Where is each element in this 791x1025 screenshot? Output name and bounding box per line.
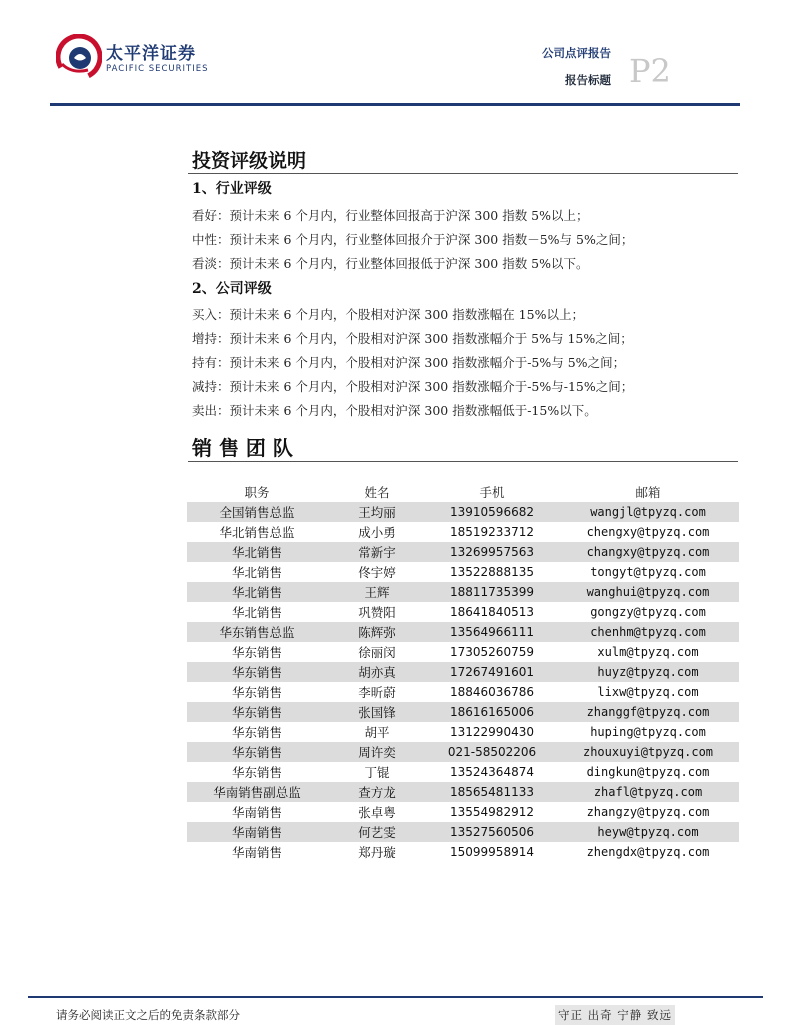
cell-position: 华东销售 [231, 645, 282, 660]
company-rating-line: 买入：预计未来 6 个月内，个股相对沪深 300 指数涨幅在 15%以上； [192, 307, 584, 322]
cell-name: 何艺雯 [327, 822, 427, 842]
cell-position: 华北销售 [231, 565, 282, 580]
cell-position: 华南销售 [231, 845, 282, 860]
cell-email: gongzy@tpyzq.com [590, 605, 706, 619]
cell-position: 华南销售 [231, 805, 282, 820]
company-logo [56, 34, 209, 88]
cell-name: 张国锋 [327, 702, 427, 722]
table-row [187, 662, 739, 682]
cell-name: 查方龙 [327, 782, 427, 802]
cell-email: wangjl@tpyzq.com [557, 502, 739, 522]
cell-email: lixw@tpyzq.com [597, 685, 699, 699]
cell-email: zhouxuyi@tpyzq.com [557, 742, 739, 762]
cell-name: 王均丽 [327, 502, 427, 522]
cell-position: 华东销售 [231, 685, 282, 700]
logo-company-name-en: PACIFIC SECURITIES [106, 64, 209, 74]
cell-email: heyw@tpyzq.com [557, 822, 739, 842]
table-row [187, 702, 739, 722]
table-row [187, 642, 739, 662]
cell-name: 徐丽闵 [358, 645, 396, 660]
cell-mobile: 17267491601 [427, 662, 557, 682]
cell-name: 丁锟 [364, 765, 390, 780]
company-rating-line: 持有：预计未来 6 个月内，个股相对沪深 300 指数涨幅介于-5%与 5%之间； [192, 355, 626, 370]
cell-mobile: 13910596682 [427, 502, 557, 522]
table-row [187, 802, 739, 822]
cell-mobile: 13554982912 [450, 805, 534, 819]
cell-email: wanghui@tpyzq.com [557, 582, 739, 602]
cell-name: 郑丹璇 [358, 845, 396, 860]
cell-name: 巩赞阳 [358, 605, 396, 620]
sales-team-table [187, 482, 739, 862]
table-header-row [187, 482, 739, 502]
cell-mobile: 13564966111 [427, 622, 557, 642]
table-row [187, 822, 739, 842]
cell-mobile: 13269957563 [427, 542, 557, 562]
table-row [187, 742, 739, 762]
column-header-position: 职务 [244, 485, 270, 500]
cell-name: 胡平 [364, 725, 390, 740]
table-row [187, 602, 739, 622]
column-header-name: 姓名 [364, 485, 390, 500]
cell-name: 胡亦真 [327, 662, 427, 682]
cell-email: zhafl@tpyzq.com [557, 782, 739, 802]
industry-rating-line: 看淡：预计未来 6 个月内，行业整体回报低于沪深 300 指数 5%以下。 [192, 256, 589, 271]
table-row [187, 762, 739, 782]
industry-rating-line: 看好：预计未来 6 个月内，行业整体回报高于沪深 300 指数 5%以上； [192, 208, 589, 223]
cell-position: 华东销售 [231, 725, 282, 740]
rating-section-title: 投资评级说明 [192, 150, 307, 172]
cell-mobile: 18641840513 [450, 605, 534, 619]
page-number: P2 [629, 52, 671, 90]
cell-email: xulm@tpyzq.com [597, 645, 699, 659]
cell-position: 华北销售总监 [219, 525, 295, 540]
cell-name: 陈辉弥 [327, 622, 427, 642]
cell-position: 华东销售 [187, 702, 327, 722]
company-rating-line: 减持：预计未来 6 个月内，个股相对沪深 300 指数涨幅介于-5%与-15%之间； [192, 379, 634, 394]
cell-position: 华北销售 [231, 605, 282, 620]
footer-divider [28, 996, 763, 998]
cell-name: 佟宇婷 [358, 565, 396, 580]
company-rating-heading: 2、公司评级 [192, 281, 272, 297]
cell-email: huyz@tpyzq.com [557, 662, 739, 682]
cell-position: 华南销售 [187, 822, 327, 842]
company-rating-line: 增持：预计未来 6 个月内，个股相对沪深 300 指数涨幅介于 5%与 15%之间； [192, 331, 633, 346]
cell-mobile: 021-58502206 [427, 742, 557, 762]
pacific-securities-logo-icon [56, 34, 102, 80]
cell-mobile: 18846036786 [450, 685, 534, 699]
company-slogan: 守正 出奇 宁静 致远 [555, 1005, 675, 1025]
cell-email: tongyt@tpyzq.com [590, 565, 706, 579]
sales-team-title: 销 售 团 队 [192, 436, 293, 460]
cell-mobile: 13522888135 [450, 565, 534, 579]
header-divider [50, 103, 740, 106]
cell-email: zhangzy@tpyzq.com [586, 805, 710, 819]
cell-mobile: 18811735399 [427, 582, 557, 602]
table-row [187, 842, 739, 862]
table-row [187, 782, 739, 802]
cell-mobile: 18519233712 [450, 525, 534, 539]
cell-email: zhengdx@tpyzq.com [586, 845, 710, 859]
cell-mobile: 13122990430 [450, 725, 534, 739]
table-row [187, 622, 739, 642]
table-row [187, 502, 739, 522]
cell-position: 华南销售副总监 [187, 782, 327, 802]
cell-email: dingkun@tpyzq.com [586, 765, 710, 779]
cell-email: huping@tpyzq.com [590, 725, 706, 739]
cell-name: 周许奕 [327, 742, 427, 762]
company-rating-line: 卖出：预计未来 6 个月内，个股相对沪深 300 指数涨幅低于-15%以下。 [192, 403, 597, 418]
disclaimer-note: 请务必阅读正文之后的免责条款部分 [56, 1008, 240, 1022]
cell-mobile: 17305260759 [450, 645, 534, 659]
report-title: 报告标题 [565, 73, 611, 87]
sales-team-divider [188, 461, 738, 462]
table-row [187, 542, 739, 562]
logo-company-name-cn: 太平洋证券 [106, 44, 196, 64]
cell-name: 成小勇 [358, 525, 396, 540]
cell-name: 王辉 [327, 582, 427, 602]
industry-rating-heading: 1、行业评级 [192, 181, 272, 197]
cell-position: 华东销售总监 [187, 622, 327, 642]
table-row [187, 522, 739, 542]
cell-position: 华东销售 [187, 662, 327, 682]
table-row [187, 682, 739, 702]
cell-mobile: 18616165006 [427, 702, 557, 722]
cell-email: chenhm@tpyzq.com [557, 622, 739, 642]
cell-position: 华北销售 [187, 582, 327, 602]
cell-email: changxy@tpyzq.com [557, 542, 739, 562]
cell-position: 全国销售总监 [187, 502, 327, 522]
cell-email: chengxy@tpyzq.com [586, 525, 710, 539]
cell-mobile: 13527560506 [427, 822, 557, 842]
table-row [187, 722, 739, 742]
column-header-mobile: 手机 [479, 485, 505, 500]
cell-mobile: 15099958914 [450, 845, 534, 859]
cell-position: 华北销售 [187, 542, 327, 562]
cell-position: 华东销售 [231, 765, 282, 780]
cell-mobile: 18565481133 [427, 782, 557, 802]
cell-name: 李昕蔚 [358, 685, 396, 700]
cell-name: 张卓粤 [358, 805, 396, 820]
cell-position: 华东销售 [187, 742, 327, 762]
column-header-email: 邮箱 [635, 485, 661, 500]
rating-section-divider [188, 173, 738, 174]
table-row [187, 582, 739, 602]
industry-rating-line: 中性：预计未来 6 个月内，行业整体回报介于沪深 300 指数－5%与 5%之间； [192, 232, 634, 247]
report-type: 公司点评报告 [542, 46, 611, 60]
table-row [187, 562, 739, 582]
cell-mobile: 13524364874 [450, 765, 534, 779]
cell-email: zhanggf@tpyzq.com [557, 702, 739, 722]
cell-name: 常新宇 [327, 542, 427, 562]
